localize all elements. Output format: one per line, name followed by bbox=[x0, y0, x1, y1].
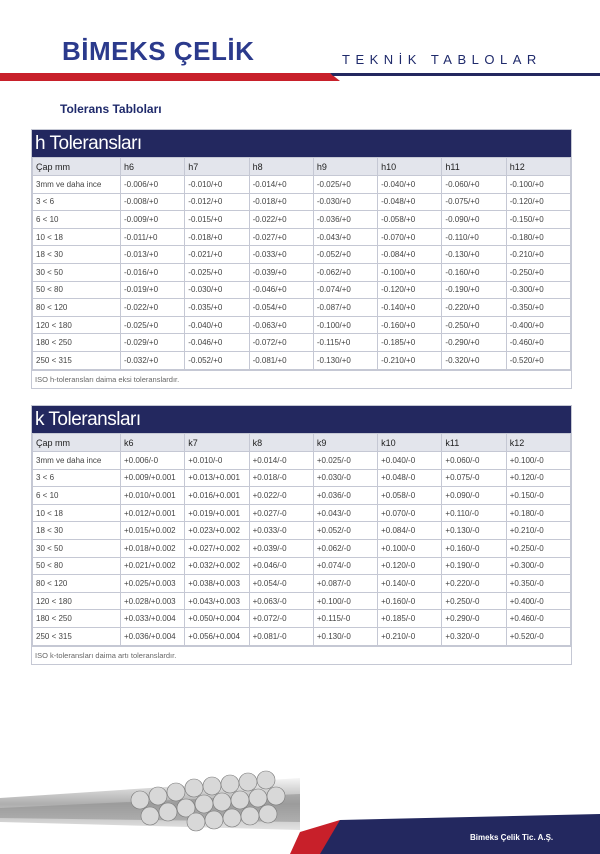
table-cell: -0.052/+0 bbox=[185, 351, 249, 369]
table-cell: +0.290/-0 bbox=[442, 610, 506, 628]
table-cell: -0.043/+0 bbox=[313, 228, 377, 246]
table-cell: +0.036/+0.004 bbox=[121, 627, 185, 645]
table-cell: -0.014/+0 bbox=[249, 176, 313, 194]
table-cell: +0.018/+0.002 bbox=[121, 539, 185, 557]
row-label-cell: 120 < 180 bbox=[33, 316, 121, 334]
h-table-note: ISO h-toleransları daima eksi toleranslardır. bbox=[32, 370, 571, 388]
row-label-cell: 50 < 80 bbox=[33, 557, 121, 575]
table-row bbox=[33, 452, 571, 470]
table-cell: +0.081/-0 bbox=[249, 627, 313, 645]
table-cell: -0.016/+0 bbox=[121, 263, 185, 281]
table-cell: -0.040/+0 bbox=[378, 176, 442, 194]
table-cell: +0.006/-0 bbox=[121, 452, 185, 470]
table-row bbox=[33, 193, 571, 211]
table-cell: +0.210/-0 bbox=[506, 522, 570, 540]
table-cell: -0.015/+0 bbox=[185, 211, 249, 229]
table-cell: +0.190/-0 bbox=[442, 557, 506, 575]
table-row bbox=[33, 334, 571, 352]
table-cell: -0.250/+0 bbox=[442, 316, 506, 334]
table-cell: +0.460/-0 bbox=[506, 610, 570, 628]
table-cell: -0.070/+0 bbox=[378, 228, 442, 246]
table-cell: -0.058/+0 bbox=[378, 211, 442, 229]
row-label-cell: 3mm ve daha ince bbox=[33, 452, 121, 470]
column-header: Çap mm bbox=[33, 158, 121, 176]
table-cell: +0.027/+0.002 bbox=[185, 539, 249, 557]
table-cell: -0.063/+0 bbox=[249, 316, 313, 334]
row-label-cell: 120 < 180 bbox=[33, 592, 121, 610]
table-cell: -0.012/+0 bbox=[185, 193, 249, 211]
table-cell: -0.150/+0 bbox=[506, 211, 570, 229]
table-cell: -0.030/+0 bbox=[185, 281, 249, 299]
table-cell: -0.008/+0 bbox=[121, 193, 185, 211]
row-label-cell: 3 < 6 bbox=[33, 193, 121, 211]
column-header: k7 bbox=[185, 434, 249, 452]
company-logo: BİMEKS ÇELİK bbox=[62, 36, 255, 66]
h-tolerance-table bbox=[31, 129, 572, 389]
table-cell: -0.290/+0 bbox=[442, 334, 506, 352]
table-cell: +0.032/+0.002 bbox=[185, 557, 249, 575]
column-header: k8 bbox=[249, 434, 313, 452]
table-cell: +0.115/-0 bbox=[313, 610, 377, 628]
row-label-cell: 18 < 30 bbox=[33, 522, 121, 540]
table-cell: +0.320/-0 bbox=[442, 627, 506, 645]
table-cell: -0.018/+0 bbox=[249, 193, 313, 211]
table-cell: -0.460/+0 bbox=[506, 334, 570, 352]
table-cell: -0.075/+0 bbox=[442, 193, 506, 211]
row-label-cell: 250 < 315 bbox=[33, 627, 121, 645]
table-cell: -0.100/+0 bbox=[506, 176, 570, 194]
table-row bbox=[33, 592, 571, 610]
table-cell: +0.062/-0 bbox=[313, 539, 377, 557]
table-cell: -0.250/+0 bbox=[506, 263, 570, 281]
table-cell: +0.100/-0 bbox=[378, 539, 442, 557]
table-cell: +0.072/-0 bbox=[249, 610, 313, 628]
table-cell: +0.087/-0 bbox=[313, 575, 377, 593]
table-cell: +0.130/-0 bbox=[442, 522, 506, 540]
table-cell: +0.060/-0 bbox=[442, 452, 506, 470]
table-cell: +0.185/-0 bbox=[378, 610, 442, 628]
table-cell: +0.019/+0.001 bbox=[185, 504, 249, 522]
table-cell: +0.120/-0 bbox=[506, 469, 570, 487]
table-cell: -0.010/+0 bbox=[185, 176, 249, 194]
table-cell: -0.039/+0 bbox=[249, 263, 313, 281]
row-label-cell: 6 < 10 bbox=[33, 487, 121, 505]
section-label: Tolerans Tabloları bbox=[60, 102, 162, 116]
page-subtitle: TEKNİK TABLOLAR bbox=[342, 52, 542, 67]
header-stripe bbox=[0, 73, 600, 81]
row-label-cell: 80 < 120 bbox=[33, 575, 121, 593]
table-cell: +0.040/-0 bbox=[378, 452, 442, 470]
table-cell: +0.052/-0 bbox=[313, 522, 377, 540]
column-header: h11 bbox=[442, 158, 506, 176]
row-label-cell: 3mm ve daha ince bbox=[33, 176, 121, 194]
table-cell: +0.012/+0.001 bbox=[121, 504, 185, 522]
table-cell: -0.018/+0 bbox=[185, 228, 249, 246]
table-cell: +0.063/-0 bbox=[249, 592, 313, 610]
table-row bbox=[33, 539, 571, 557]
table-cell: +0.070/-0 bbox=[378, 504, 442, 522]
table-cell: +0.150/-0 bbox=[506, 487, 570, 505]
table-cell: -0.110/+0 bbox=[442, 228, 506, 246]
column-header: h10 bbox=[378, 158, 442, 176]
table-row bbox=[33, 487, 571, 505]
table-cell: -0.100/+0 bbox=[378, 263, 442, 281]
table-cell: -0.027/+0 bbox=[249, 228, 313, 246]
table-cell: +0.160/-0 bbox=[442, 539, 506, 557]
table-cell: +0.075/-0 bbox=[442, 469, 506, 487]
table-cell: -0.130/+0 bbox=[442, 246, 506, 264]
table-cell: -0.046/+0 bbox=[249, 281, 313, 299]
row-label-cell: 50 < 80 bbox=[33, 281, 121, 299]
table-cell: -0.032/+0 bbox=[121, 351, 185, 369]
table-cell: +0.120/-0 bbox=[378, 557, 442, 575]
column-header: h8 bbox=[249, 158, 313, 176]
table-cell: -0.072/+0 bbox=[249, 334, 313, 352]
column-header: k6 bbox=[121, 434, 185, 452]
table-cell: +0.030/-0 bbox=[313, 469, 377, 487]
table-cell: +0.100/-0 bbox=[506, 452, 570, 470]
table-cell: -0.120/+0 bbox=[506, 193, 570, 211]
table-cell: +0.130/-0 bbox=[313, 627, 377, 645]
table-cell: +0.043/+0.003 bbox=[185, 592, 249, 610]
k-table-note: ISO k-toleransları daima artı toleranslardır. bbox=[32, 646, 571, 664]
column-header: k11 bbox=[442, 434, 506, 452]
table-cell: -0.400/+0 bbox=[506, 316, 570, 334]
table-cell: -0.084/+0 bbox=[378, 246, 442, 264]
column-header: k9 bbox=[313, 434, 377, 452]
table-cell: +0.054/-0 bbox=[249, 575, 313, 593]
table-cell: -0.087/+0 bbox=[313, 299, 377, 317]
table-cell: -0.013/+0 bbox=[121, 246, 185, 264]
table-cell: -0.006/+0 bbox=[121, 176, 185, 194]
row-label-cell: 3 < 6 bbox=[33, 469, 121, 487]
table-cell: +0.025/+0.003 bbox=[121, 575, 185, 593]
table-cell: -0.074/+0 bbox=[313, 281, 377, 299]
column-header: h7 bbox=[185, 158, 249, 176]
table-cell: -0.035/+0 bbox=[185, 299, 249, 317]
table-cell: +0.046/-0 bbox=[249, 557, 313, 575]
table-cell: +0.160/-0 bbox=[378, 592, 442, 610]
table-cell: +0.180/-0 bbox=[506, 504, 570, 522]
table-cell: +0.025/-0 bbox=[313, 452, 377, 470]
table-cell: -0.029/+0 bbox=[121, 334, 185, 352]
table-cell: +0.250/-0 bbox=[442, 592, 506, 610]
row-label-cell: 10 < 18 bbox=[33, 504, 121, 522]
table-cell: +0.110/-0 bbox=[442, 504, 506, 522]
table-row bbox=[33, 575, 571, 593]
table-row bbox=[33, 557, 571, 575]
table-cell: -0.025/+0 bbox=[121, 316, 185, 334]
table-cell: -0.190/+0 bbox=[442, 281, 506, 299]
table-cell: +0.058/-0 bbox=[378, 487, 442, 505]
table-row bbox=[33, 469, 571, 487]
table-cell: -0.062/+0 bbox=[313, 263, 377, 281]
table-cell: -0.022/+0 bbox=[121, 299, 185, 317]
h-table-grid bbox=[32, 157, 571, 370]
table-cell: +0.027/-0 bbox=[249, 504, 313, 522]
table-cell: -0.160/+0 bbox=[442, 263, 506, 281]
table-cell: +0.038/+0.003 bbox=[185, 575, 249, 593]
table-row bbox=[33, 627, 571, 645]
table-cell: +0.350/-0 bbox=[506, 575, 570, 593]
table-cell: -0.033/+0 bbox=[249, 246, 313, 264]
table-cell: +0.010/+0.001 bbox=[121, 487, 185, 505]
table-cell: +0.520/-0 bbox=[506, 627, 570, 645]
table-cell: +0.013/+0.001 bbox=[185, 469, 249, 487]
table-row bbox=[33, 316, 571, 334]
table-cell: -0.011/+0 bbox=[121, 228, 185, 246]
table-cell: +0.084/-0 bbox=[378, 522, 442, 540]
table-cell: -0.009/+0 bbox=[121, 211, 185, 229]
table-cell: -0.081/+0 bbox=[249, 351, 313, 369]
column-header: Çap mm bbox=[33, 434, 121, 452]
table-cell: +0.009/+0.001 bbox=[121, 469, 185, 487]
table-cell: -0.040/+0 bbox=[185, 316, 249, 334]
row-label-cell: 6 < 10 bbox=[33, 211, 121, 229]
table-cell: -0.090/+0 bbox=[442, 211, 506, 229]
table-cell: -0.021/+0 bbox=[185, 246, 249, 264]
table-cell: -0.160/+0 bbox=[378, 316, 442, 334]
column-header: h9 bbox=[313, 158, 377, 176]
table-cell: +0.022/-0 bbox=[249, 487, 313, 505]
table-cell: +0.090/-0 bbox=[442, 487, 506, 505]
table-cell: +0.220/-0 bbox=[442, 575, 506, 593]
table-cell: -0.052/+0 bbox=[313, 246, 377, 264]
k-table-grid bbox=[32, 433, 571, 646]
table-cell: +0.015/+0.002 bbox=[121, 522, 185, 540]
table-cell: -0.210/+0 bbox=[506, 246, 570, 264]
row-label-cell: 30 < 50 bbox=[33, 263, 121, 281]
table-cell: +0.039/-0 bbox=[249, 539, 313, 557]
table-cell: -0.036/+0 bbox=[313, 211, 377, 229]
table-cell: +0.033/+0.004 bbox=[121, 610, 185, 628]
table-cell: +0.250/-0 bbox=[506, 539, 570, 557]
k-table-title: k Toleransları bbox=[32, 406, 571, 433]
table-cell: +0.210/-0 bbox=[378, 627, 442, 645]
table-row bbox=[33, 176, 571, 194]
column-header: h6 bbox=[121, 158, 185, 176]
table-cell: +0.300/-0 bbox=[506, 557, 570, 575]
table-cell: -0.320/+0 bbox=[442, 351, 506, 369]
table-cell: -0.019/+0 bbox=[121, 281, 185, 299]
table-cell: -0.185/+0 bbox=[378, 334, 442, 352]
table-cell: +0.033/-0 bbox=[249, 522, 313, 540]
table-cell: +0.043/-0 bbox=[313, 504, 377, 522]
k-tolerance-table bbox=[31, 405, 572, 665]
table-cell: +0.018/-0 bbox=[249, 469, 313, 487]
table-cell: +0.016/+0.001 bbox=[185, 487, 249, 505]
table-cell: +0.400/-0 bbox=[506, 592, 570, 610]
table-cell: +0.048/-0 bbox=[378, 469, 442, 487]
table-row bbox=[33, 246, 571, 264]
table-cell: -0.120/+0 bbox=[378, 281, 442, 299]
table-cell: +0.074/-0 bbox=[313, 557, 377, 575]
table-cell: +0.056/+0.004 bbox=[185, 627, 249, 645]
table-row bbox=[33, 299, 571, 317]
table-cell: +0.050/+0.004 bbox=[185, 610, 249, 628]
row-label-cell: 80 < 120 bbox=[33, 299, 121, 317]
table-row bbox=[33, 351, 571, 369]
h-table-title: h Toleransları bbox=[32, 130, 571, 157]
table-cell: -0.180/+0 bbox=[506, 228, 570, 246]
table-cell: -0.140/+0 bbox=[378, 299, 442, 317]
table-cell: +0.014/-0 bbox=[249, 452, 313, 470]
row-label-cell: 18 < 30 bbox=[33, 246, 121, 264]
row-label-cell: 180 < 250 bbox=[33, 610, 121, 628]
table-row bbox=[33, 228, 571, 246]
table-cell: -0.350/+0 bbox=[506, 299, 570, 317]
table-cell: -0.025/+0 bbox=[185, 263, 249, 281]
footer-company-name: Bimeks Çelik Tic. A.Ş. bbox=[470, 833, 554, 842]
table-cell: -0.054/+0 bbox=[249, 299, 313, 317]
table-cell: +0.021/+0.002 bbox=[121, 557, 185, 575]
table-cell: -0.300/+0 bbox=[506, 281, 570, 299]
table-cell: -0.220/+0 bbox=[442, 299, 506, 317]
table-cell: +0.036/-0 bbox=[313, 487, 377, 505]
table-cell: -0.100/+0 bbox=[313, 316, 377, 334]
table-cell: +0.140/-0 bbox=[378, 575, 442, 593]
row-label-cell: 180 < 250 bbox=[33, 334, 121, 352]
table-cell: -0.048/+0 bbox=[378, 193, 442, 211]
table-cell: -0.022/+0 bbox=[249, 211, 313, 229]
row-label-cell: 10 < 18 bbox=[33, 228, 121, 246]
column-header: h12 bbox=[506, 158, 570, 176]
row-label-cell: 30 < 50 bbox=[33, 539, 121, 557]
table-cell: -0.025/+0 bbox=[313, 176, 377, 194]
table-cell: +0.023/+0.002 bbox=[185, 522, 249, 540]
table-cell: -0.046/+0 bbox=[185, 334, 249, 352]
table-row bbox=[33, 504, 571, 522]
table-cell: +0.010/-0 bbox=[185, 452, 249, 470]
table-cell: -0.115/+0 bbox=[313, 334, 377, 352]
table-cell: +0.028/+0.003 bbox=[121, 592, 185, 610]
table-row bbox=[33, 263, 571, 281]
table-cell: -0.030/+0 bbox=[313, 193, 377, 211]
row-label-cell: 250 < 315 bbox=[33, 351, 121, 369]
table-row bbox=[33, 281, 571, 299]
table-cell: -0.060/+0 bbox=[442, 176, 506, 194]
table-cell: -0.130/+0 bbox=[313, 351, 377, 369]
table-row bbox=[33, 522, 571, 540]
table-cell: -0.520/+0 bbox=[506, 351, 570, 369]
table-row bbox=[33, 211, 571, 229]
table-cell: +0.100/-0 bbox=[313, 592, 377, 610]
table-row bbox=[33, 610, 571, 628]
table-cell: -0.210/+0 bbox=[378, 351, 442, 369]
column-header: k12 bbox=[506, 434, 570, 452]
column-header: k10 bbox=[378, 434, 442, 452]
